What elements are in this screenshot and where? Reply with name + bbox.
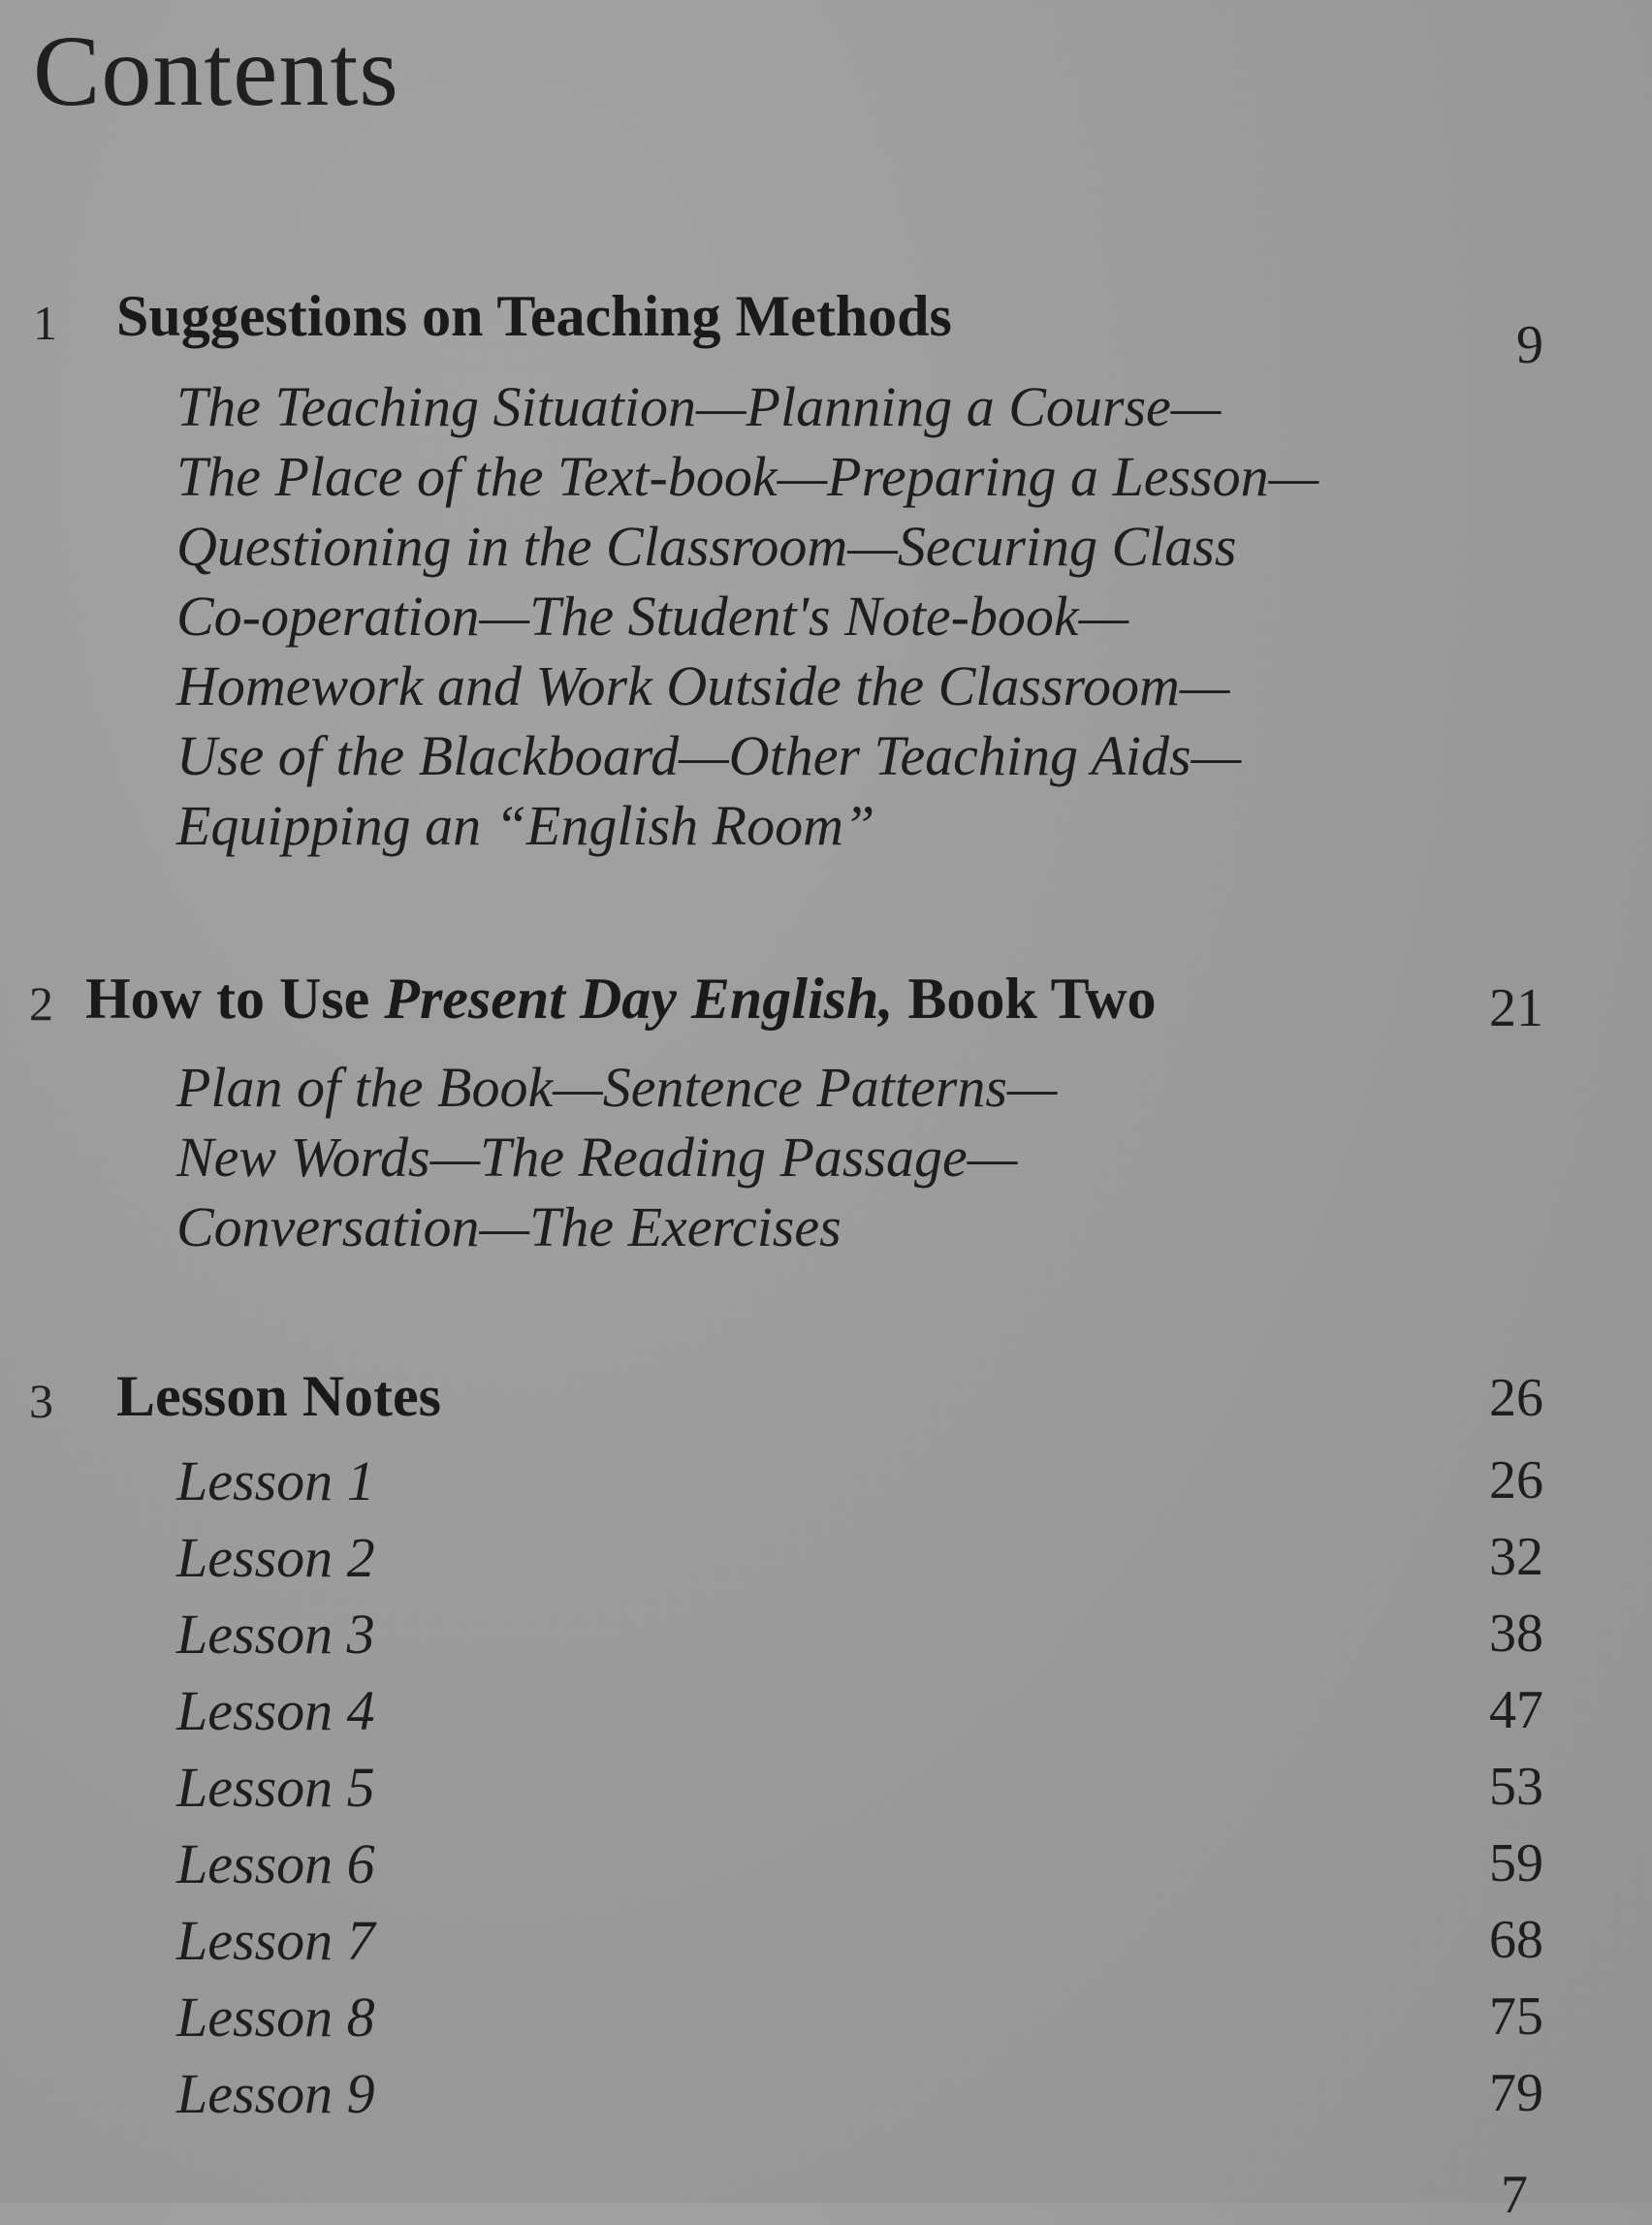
folio-page-number: 7 [1501, 2165, 1528, 2225]
description-line: Questioning in the Classroom—Securing Class [176, 515, 1237, 578]
lesson-page-number: 38 [1489, 1604, 1543, 1664]
list-item [176, 1902, 1543, 1979]
list-item [176, 1519, 1543, 1596]
list-item [176, 1672, 1543, 1749]
section-description [176, 372, 1318, 861]
lesson-page-number: 47 [1489, 1680, 1543, 1740]
lesson-page-number: 68 [1489, 1910, 1543, 1970]
lesson-page-number: 53 [1489, 1757, 1543, 1817]
section-title-suffix: Book Two [893, 967, 1157, 1031]
book-title: Present Day English, [384, 967, 894, 1031]
section-number: 3 [29, 1374, 53, 1428]
lesson-label: Lesson 7 [176, 1909, 375, 1972]
description-line: Co-operation—The Student's Note-book— [176, 585, 1129, 648]
description-line: Plan of the Book—Sentence Patterns— [176, 1056, 1058, 1119]
description-line: Conversation—The Exercises [176, 1195, 842, 1258]
section-title-prefix: How to Use [85, 967, 385, 1031]
list-item [176, 1979, 1543, 2055]
page-title: Contents [33, 16, 399, 127]
lesson-page-number: 32 [1489, 1527, 1543, 1587]
lesson-label: Lesson 6 [176, 1832, 375, 1895]
lesson-list [176, 1443, 1543, 2132]
list-item [176, 1596, 1543, 1672]
section-page-number: 26 [1489, 1368, 1543, 1428]
lesson-page-number: 59 [1489, 1833, 1543, 1893]
lesson-label: Lesson 5 [176, 1756, 375, 1819]
description-line: Equipping an “English Room” [176, 794, 875, 857]
section-title [85, 967, 1157, 1031]
lesson-label: Lesson 3 [176, 1603, 375, 1666]
section-page-number: 9 [1516, 315, 1543, 375]
lesson-page-number: 75 [1489, 1987, 1543, 2047]
section-number: 1 [33, 296, 57, 350]
description-line: Use of the Blackboard—Other Teaching Aids— [176, 724, 1242, 787]
description-line: Homework and Work Outside the Classroom— [176, 654, 1230, 717]
list-item [176, 2055, 1543, 2132]
section-page-number: 21 [1489, 978, 1543, 1038]
list-item [176, 1443, 1543, 1519]
lesson-label: Lesson 2 [176, 1526, 375, 1589]
section-number: 2 [29, 976, 53, 1031]
lesson-label: Lesson 8 [176, 1986, 375, 2049]
lesson-page-number: 79 [1489, 2063, 1543, 2123]
lesson-label: Lesson 4 [176, 1679, 375, 1742]
lesson-label: Lesson 1 [176, 1449, 375, 1512]
lesson-page-number: 26 [1489, 1450, 1543, 1510]
list-item [176, 1749, 1543, 1826]
list-item [176, 1826, 1543, 1902]
description-line: The Place of the Text-book—Preparing a Lesson— [176, 445, 1319, 508]
section-description [176, 1053, 1057, 1262]
description-line: New Words—The Reading Passage— [176, 1126, 1018, 1189]
section-title: Lesson Notes [116, 1364, 442, 1428]
lesson-label: Lesson 9 [176, 2062, 375, 2125]
section-title: Suggestions on Teaching Methods [116, 284, 952, 348]
description-line: The Teaching Situation—Planning a Course— [176, 375, 1222, 438]
